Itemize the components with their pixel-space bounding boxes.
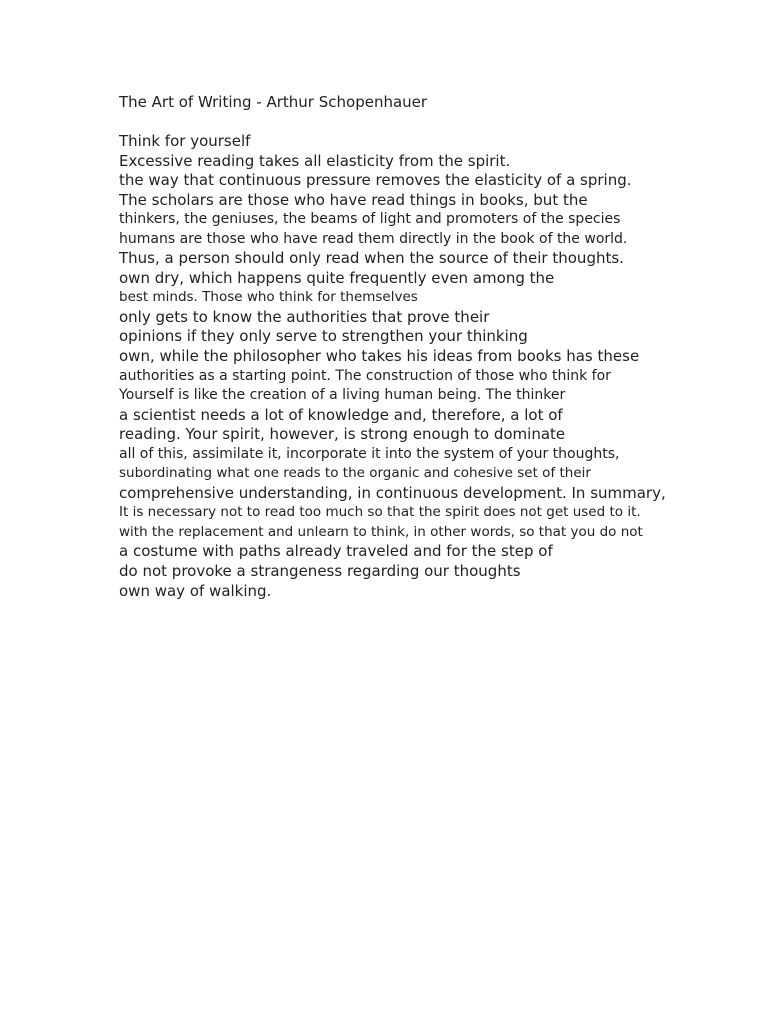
document-title: The Art of Writing - Arthur Schopenhauer bbox=[119, 93, 428, 111]
text-line: Yourself is like the creation of a living human being. The thinker bbox=[119, 387, 566, 404]
document-body bbox=[119, 132, 739, 601]
text-line: The scholars are those who have read things in books, but the bbox=[119, 190, 588, 209]
text-line: the way that continuous pressure removes the elasticity of a spring. bbox=[119, 171, 632, 190]
text-line: best minds. Those who think for themselves bbox=[119, 289, 418, 306]
text-line: own, while the philosopher who takes his ideas from books has these bbox=[119, 347, 640, 366]
text-line: with the replacement and unlearn to think, in other words, so that you do not bbox=[119, 523, 643, 540]
text-line: all of this, assimilate it, incorporate it into the system of your thoughts, bbox=[119, 445, 620, 462]
text-line: opinions if they only serve to strengthen your thinking bbox=[119, 327, 528, 346]
text-line: Excessive reading takes all elasticity from the spirit. bbox=[119, 151, 511, 170]
text-line: own dry, which happens quite frequently even among the bbox=[119, 268, 555, 287]
text-line: subordinating what one reads to the organic and cohesive set of their bbox=[119, 465, 591, 482]
text-line: Thus, a person should only read when the source of their thoughts. bbox=[119, 249, 624, 268]
text-line: authorities as a starting point. The construction of those who think for bbox=[119, 367, 611, 384]
text-line: Think for yourself bbox=[119, 132, 251, 150]
text-line: a scientist needs a lot of knowledge and, therefore, a lot of bbox=[119, 405, 563, 424]
text-line: comprehensive understanding, in continuous development. In summary, bbox=[119, 483, 666, 502]
text-line: a costume with paths already traveled and for the step of bbox=[119, 542, 553, 561]
text-line: It is necessary not to read too much so that the spirit does not get used to it. bbox=[119, 504, 641, 521]
text-line: only gets to know the authorities that prove their bbox=[119, 307, 490, 326]
text-line: do not provoke a strangeness regarding our thoughts bbox=[119, 562, 521, 581]
text-line: reading. Your spirit, however, is strong enough to dominate bbox=[119, 425, 566, 444]
text-line: humans are those who have read them directly in the book of the world. bbox=[119, 230, 628, 247]
text-line: own way of walking. bbox=[119, 581, 272, 600]
text-line: thinkers, the geniuses, the beams of light and promoters of the species bbox=[119, 211, 621, 228]
